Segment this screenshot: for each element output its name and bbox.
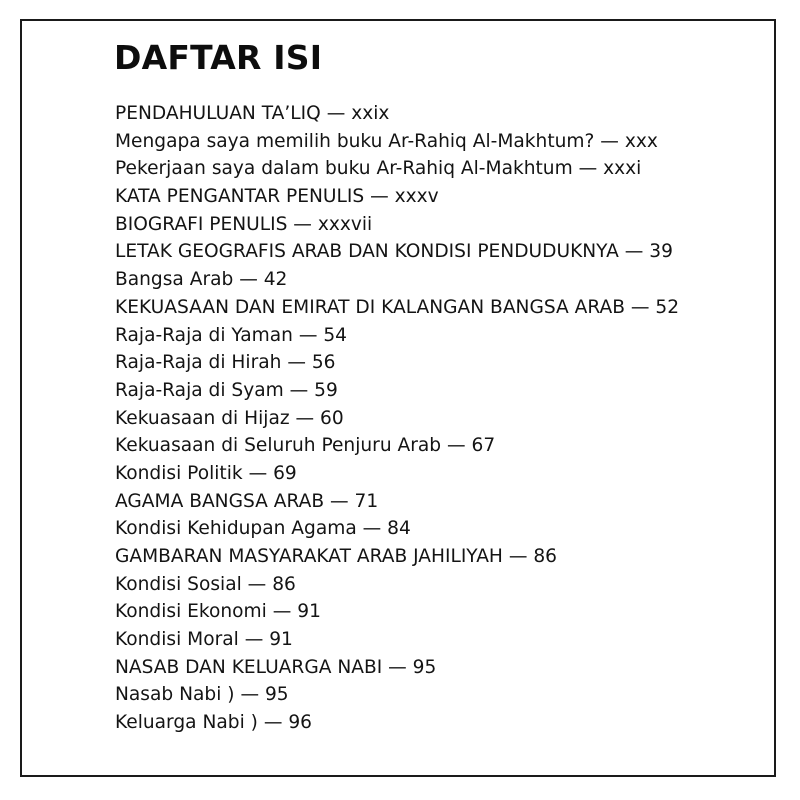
toc-entry [115, 183, 679, 211]
toc-entry-title: Kondisi Ekonomi [115, 601, 267, 623]
toc-entry-separator: — [441, 435, 472, 457]
toc-entry-page: 60 [320, 407, 344, 429]
toc-entry-page: 84 [387, 518, 411, 540]
toc-entry [115, 598, 679, 626]
toc-entry-separator: — [238, 629, 270, 651]
toc-entry-separator: — [572, 158, 604, 180]
toc-entry-page: 54 [323, 324, 348, 346]
toc-entry-separator: — [364, 186, 395, 208]
toc-entry-title: Pekerjaan saya dalam buku Ar-Rahiq Al-Makhtum [115, 158, 573, 180]
toc-entry-title: LETAK GEOGRAFIS ARAB DAN KONDISI PENDUDUKNYA [115, 241, 619, 263]
toc-entry [115, 128, 679, 156]
toc-entry-title: PENDAHULUAN TA’LIQ [115, 103, 321, 124]
toc-entry-page: xxxi [603, 158, 642, 180]
toc-entry-separator: — [382, 656, 413, 678]
toc-entry-page: 52 [655, 296, 680, 318]
toc-entry-title: Kondisi Sosial [115, 573, 242, 595]
toc-entry-title: KATA PENGANTAR PENULIS [115, 186, 365, 208]
toc-entry-separator: — [618, 241, 650, 263]
toc-entry-separator: — [257, 712, 289, 734]
toc-entry [115, 488, 679, 516]
toc-entry-title: BIOGRAFI PENULIS [115, 213, 288, 235]
toc-entry-title: Bangsa Arab [115, 269, 234, 291]
toc-entry [115, 155, 679, 183]
toc-entry-page: 39 [649, 241, 673, 263]
toc-entry-title: Mengapa saya memilih buku Ar-Rahiq Al-Makhtum? [115, 130, 595, 152]
toc-entry-separator: — [233, 269, 264, 291]
toc-entry-page: 95 [412, 656, 437, 678]
toc-entry-separator: — [241, 573, 273, 595]
toc-entry [115, 349, 679, 377]
toc-entry [115, 322, 679, 350]
toc-entry-separator: — [281, 352, 312, 374]
toc-entry-page: 95 [264, 684, 289, 706]
toc-entry-title: Keluarga Nabi ) [115, 712, 258, 734]
toc-entry-title: NASAB DAN KELUARGA NABI [115, 656, 383, 678]
toc-entry-page: 59 [314, 379, 338, 401]
toc-entry [115, 100, 679, 128]
toc-entry-title: AGAMA BANGSA ARAB [115, 490, 325, 512]
toc-entry [115, 681, 679, 709]
toc-entry-page: 42 [263, 269, 288, 291]
toc-entry [115, 543, 679, 571]
toc-entry-title: Kondisi Moral [115, 629, 239, 651]
toc-entry-separator: — [283, 379, 315, 401]
toc-entry-title: KEKUASAAN DAN EMIRAT DI KALANGAN BANGSA ARAB [115, 296, 625, 318]
toc-entry-page: 69 [273, 462, 297, 484]
toc-entry-separator: — [234, 684, 265, 706]
toc-entry-separator: — [594, 130, 625, 152]
toc-entry-page: 91 [297, 601, 321, 623]
toc-entry-separator: — [242, 462, 274, 484]
toc-entry-page: xxix [351, 103, 390, 124]
toc-entry-page: 71 [354, 490, 379, 512]
toc-entry-title: Kondisi Politik [115, 462, 243, 484]
toc-entry [115, 432, 679, 460]
toc-entry [115, 294, 679, 322]
toc-entry-title: Kekuasaan di Hijaz [115, 407, 290, 429]
toc-entry-separator: — [320, 103, 352, 124]
toc-entry-separator: — [356, 518, 388, 540]
toc-entry-page: 96 [288, 712, 313, 734]
toc-entry [115, 405, 679, 433]
toc-entry [115, 626, 679, 654]
toc-entry-title: Kekuasaan di Seluruh Penjuru Arab [115, 435, 442, 457]
toc-entry-title: Nasab Nabi ) [115, 684, 235, 706]
toc-entry-separator: — [502, 546, 534, 567]
toc-entry [115, 571, 679, 599]
toc-entry-title: GAMBARAN MASYARAKAT ARAB JAHILIYAH [115, 546, 503, 567]
toc-entry-page: 67 [471, 435, 496, 457]
toc-entry [115, 266, 679, 294]
toc-entry-page: 86 [533, 546, 558, 567]
page-title: DAFTAR ISI [114, 38, 323, 77]
toc-entry-page: xxx [624, 130, 658, 152]
toc-entry-page: xxxv [394, 186, 439, 208]
toc-entry [115, 238, 679, 266]
toc-entry-separator: — [287, 213, 318, 235]
toc-entry [115, 460, 679, 488]
toc-entry-page: 56 [311, 352, 336, 374]
toc-entry [115, 654, 679, 682]
toc-entry-page: 86 [272, 573, 296, 595]
toc-entry-separator: — [324, 490, 355, 512]
toc-entry-title: Raja-Raja di Hirah [115, 352, 282, 374]
toc-entry-separator: — [625, 296, 656, 318]
toc-entry-page: 91 [269, 629, 293, 651]
toc-entry-title: Raja-Raja di Yaman [115, 324, 293, 346]
toc-entry-page: xxxvii [317, 213, 373, 235]
table-of-contents [115, 100, 679, 737]
toc-entry-title: Raja-Raja di Syam [115, 379, 284, 401]
toc-entry-title: Kondisi Kehidupan Agama [115, 518, 357, 540]
toc-entry [115, 709, 679, 737]
toc-entry [115, 515, 679, 543]
toc-entry-separator: — [289, 407, 321, 429]
toc-entry-separator: — [266, 601, 298, 623]
toc-entry [115, 211, 679, 239]
toc-entry-separator: — [292, 324, 324, 346]
toc-entry [115, 377, 679, 405]
